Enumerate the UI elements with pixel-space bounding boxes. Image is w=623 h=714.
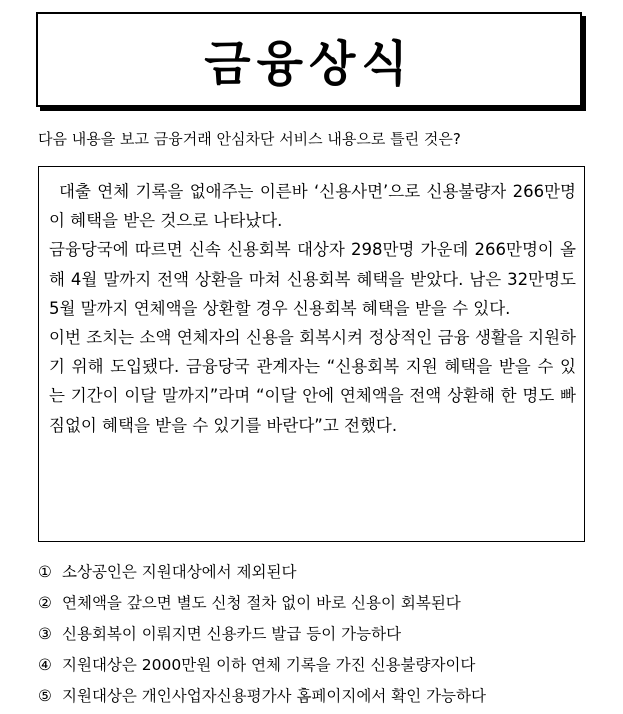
question-text: 다음 내용을 보고 금융거래 안심차단 서비스 내용으로 틀린 것은? bbox=[38, 130, 461, 148]
option-text: 소상공인은 지원대상에서 제외된다 bbox=[62, 563, 297, 581]
passage-box bbox=[38, 166, 585, 542]
page-title: 금융상식 bbox=[204, 36, 414, 92]
option-5[interactable] bbox=[38, 681, 608, 712]
passage-paragraph-3: 이번 조치는 소액 연체자의 신용을 회복시켜 정상적인 금융 생활을 지원하기 위해 도입됐다. 금융당국 관계자는 “신용회복 지원 혜택을 받을 수 있는 기간이 이달 말까지”라며 “이달 안에 연체액을 전액 상환해 한 명도 빠짐없이 혜택을 받을 수 있기를 바란다”고 전했다. bbox=[49, 328, 576, 435]
option-number: ② bbox=[38, 594, 52, 612]
passage-paragraph-1: 대출 연체 기록을 없애주는 이른바 ‘신용사면’으로 신용불량자 266만명이 혜택을 받은 것으로 나타났다. bbox=[49, 182, 576, 231]
option-1[interactable] bbox=[38, 557, 608, 588]
option-2[interactable] bbox=[38, 588, 608, 619]
option-number: ① bbox=[38, 563, 52, 581]
option-text: 지원대상은 개인사업자신용평가사 홈페이지에서 확인 가능하다 bbox=[62, 687, 486, 705]
passage-paragraph-2: 금융당국에 따르면 신속 신용회복 대상자 298만명 가운데 266만명이 올해 4월 말까지 전액 상환을 마쳐 신용회복 혜택을 받았다. 남은 32만명도 5월 말까지 연체액을 상환할 경우 신용회복 혜택을 받을 수 있다. bbox=[49, 240, 576, 318]
title-box bbox=[36, 12, 582, 107]
option-number: ④ bbox=[38, 656, 52, 674]
answer-options bbox=[38, 557, 608, 712]
option-text: 신용회복이 이뤄지면 신용카드 발급 등이 가능하다 bbox=[62, 625, 402, 643]
option-4[interactable] bbox=[38, 650, 608, 681]
option-3[interactable] bbox=[38, 619, 608, 650]
option-text: 지원대상은 2000만원 이하 연체 기록을 가진 신용불량자이다 bbox=[62, 656, 476, 674]
option-number: ③ bbox=[38, 625, 52, 643]
option-text: 연체액을 갚으면 별도 신청 절차 없이 바로 신용이 회복된다 bbox=[62, 594, 461, 612]
option-number: ⑤ bbox=[38, 687, 52, 705]
